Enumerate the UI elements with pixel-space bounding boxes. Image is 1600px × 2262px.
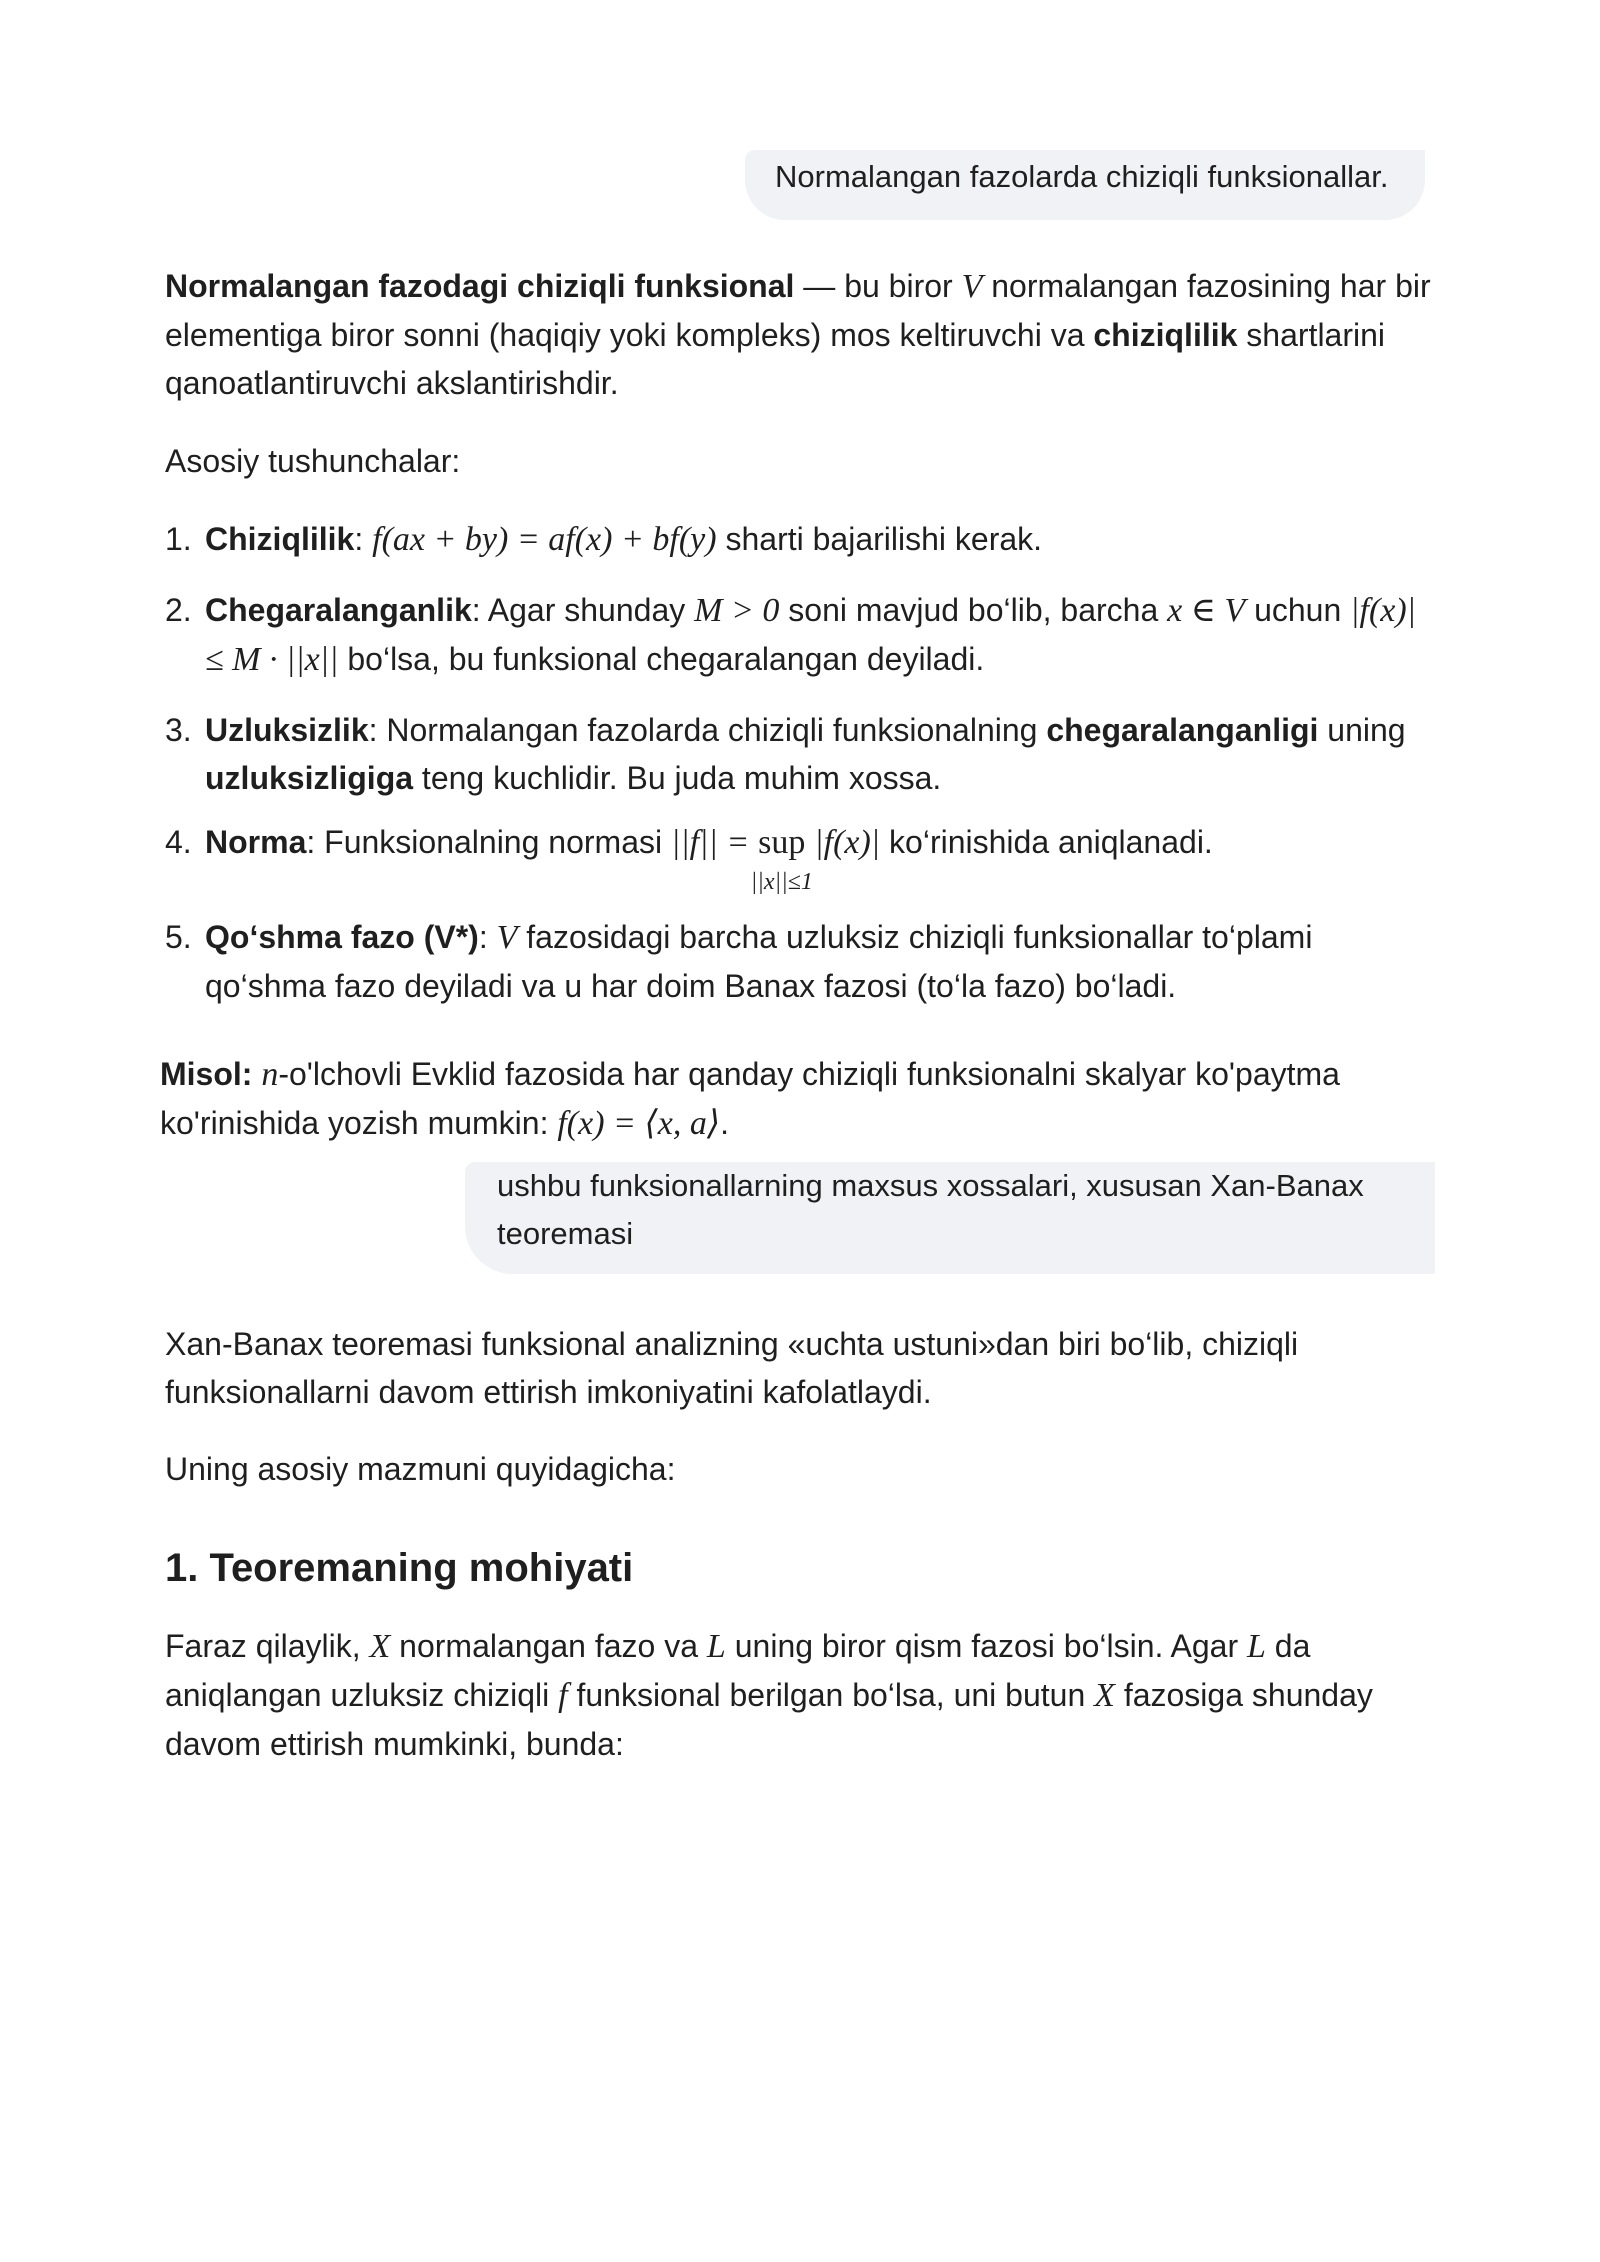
section-text: fazosiga shunday davom ettirish mumkinki, bunda: [165,1677,1373,1762]
user-message-text: Normalangan fazolarda chiziqli funksionallar. [775,159,1389,194]
section-math-l: L [1246,1628,1266,1665]
hb-intro-text: Xan-Banax teoremasi funksional analizning «uchta ustuni»dan biri bo‘lib, chiziqli funksionallarni davom ettirish imkoniyatini kafolatlaydi. [165,1326,1299,1410]
hb-main-paragraph [165,1445,1440,1493]
list-item-bold: chegaralanganligi [1046,712,1319,748]
list-item-text: bo‘lsa, bu funksional chegaralangan deyiladi. [338,641,985,677]
list-item-text: fazosidagi barcha uzluksiz chiziqli funksionallar to‘plami qo‘shma fazo deyiladi va u har doim Banax fazosi (to‘la fazo) bo‘ladi. [205,919,1313,1004]
hb-intro-paragraph [165,1320,1440,1416]
list-item-number: 1. [165,521,192,557]
list-item-formula: ||f|| = [670,824,750,861]
list-item-title: Chegaralanganlik [205,592,472,628]
list-item-number: 4. [165,824,192,860]
concepts-heading [165,437,1440,485]
section-math-x: X [369,1628,391,1665]
user-message-text: ushbu funksionallarning maxsus xossalari, xususan Xan-Banax teoremasi [497,1168,1364,1251]
intro-text-2: normalangan fazosining har bir elementiga biror sonni (haqiqiy yoki kompleks) mos keltiruvchi va [165,268,1431,353]
list-item-text: : [478,919,497,955]
list-item-formula: |f(x)| ≤ M · ||x|| [205,592,1417,678]
list-item: 1. Chiziqlilik: f(ax + by) = af(x) + bf(y) sharti bajarilishi kerak. [165,515,1440,564]
section-math-l: L [706,1628,726,1665]
list-item-title: Chiziqlilik [205,521,355,557]
user-message-bubble [745,150,1425,220]
example-text-end: . [720,1105,729,1141]
intro-text-1: — bu biror [794,268,962,304]
section-text: funksional berilgan bo‘lsa, uni butun [567,1677,1095,1713]
example-formula: f(x) = ⟨x, a⟩ [557,1105,721,1142]
list-item-title: Uzluksizlik [205,712,369,748]
list-item-number: 5. [165,919,192,955]
intro-term: Normalangan fazodagi chiziqli funksional [165,268,795,304]
list-item-text: sharti bajarilishi kerak. [716,521,1043,557]
sup-subscript: ||x||≤1 [750,869,813,895]
intro-bold-2: chiziqlilik [1093,317,1238,353]
example-text: -o'lchovli Evklid fazosida har qanday chiziqli funksionalni skalyar ko'paytma ko'rinishida yozish mumkin: [160,1056,1340,1141]
list-item-text: soni mavjud bo‘lib, barcha [779,592,1168,628]
list-item-bold: uzluksizligiga [205,760,414,796]
section-text: da aniqlangan uzluksiz chiziqli [165,1628,1311,1713]
example-math-n: n [261,1056,279,1093]
section-text: uning biror qism fazosi bo‘lsin. Agar [725,1628,1247,1664]
list-item-text: : Agar shunday [471,592,695,628]
list-item-title: Qo‘shma fazo (V*) [205,919,479,955]
list-item-number: 3. [165,712,192,748]
intro-math-v: V [961,268,983,305]
list-item-text: uchun [1245,592,1351,628]
intro-paragraph [165,262,1440,407]
list-item-formula: x ∈ V [1167,592,1246,629]
list-item-text: : Funksionalning normasi [306,824,671,860]
section-title: 1. Teoremaning mohiyati [165,1546,634,1590]
list-item [165,913,1440,1010]
user-message-bubble [465,1162,1435,1274]
list-item-text: ko‘rinishida aniqlanadi. [880,824,1213,860]
hb-main-text: Uning asosiy mazmuni quyidagicha: [165,1451,676,1487]
section-text: Faraz qilaylik, [165,1628,370,1664]
list-item-formula: |f(x)| [814,824,881,861]
example-paragraph [160,1050,1435,1148]
example-label: Misol: [160,1056,253,1092]
intro-text-3: shartlarini qanoatlantiruvchi akslantirishdir. [165,317,1386,401]
section-math-f: f [558,1677,568,1714]
list-item [165,818,1440,895]
list-item-text: teng kuchlidir. Bu juda muhim xossa. [413,760,942,796]
list-item-text: uning [1318,712,1406,748]
concepts-heading-text: Asosiy tushunchalar: [165,443,461,479]
list-item-formula: M > 0 [694,592,780,629]
section-paragraph [165,1622,1440,1768]
list-item-title: Norma [205,824,307,860]
list-item-number: 2. [165,592,192,628]
list-item-formula: V [496,919,518,956]
section-text: normalangan fazo va [390,1628,707,1664]
section-math-x: X [1094,1677,1115,1714]
list-item [165,586,1440,684]
sup-label: sup [758,824,806,861]
list-item-text: : Normalangan fazolarda chiziqli funksionalning [368,712,1047,748]
list-item-formula: f(ax + by) = af(x) + bf(y) [372,521,717,558]
sup-operator [750,818,813,895]
list-item [165,706,1440,802]
concepts-list [165,515,1440,1010]
